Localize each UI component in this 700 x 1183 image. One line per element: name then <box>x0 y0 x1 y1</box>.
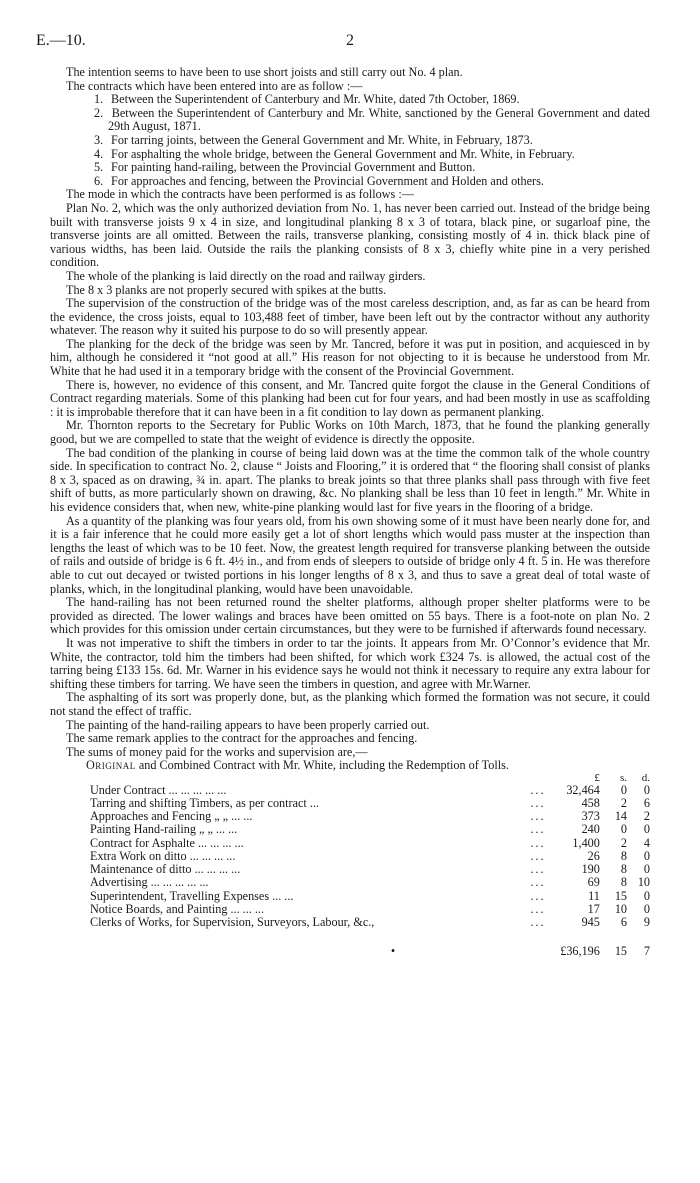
ledger-pounds: 945 <box>581 914 600 929</box>
document-body <box>50 66 650 958</box>
ledger-leader: ... <box>530 848 546 863</box>
list-number: 3. <box>94 132 104 147</box>
list-item <box>94 93 650 107</box>
ledger-row <box>90 863 650 876</box>
ledger-row <box>90 784 650 797</box>
paragraph: Plan No. 2, which was the only authorized deviation from No. 1, has never been carried out. Instead of the bridge being built with transverse joists 9 x 4 in size, and longitudinal planking 8 x 3 of totara, black pine, or sugarloaf pine, the transverse joints are all omitted. Between the rails, transverse planking, consisting mostly of 4 in. thick black pine of various widths, has been laid. Outside the rails the planking consists of 8 x 3, chiefly white pine in a very perished condition. <box>50 200 650 270</box>
ledger-shillings: 8 <box>620 848 627 863</box>
ledger-item: Contract for Asphalte ... ... ... ... <box>90 836 244 850</box>
ledger-row <box>90 903 650 916</box>
ledger-item: Tarring and shifting Timbers, as per contract ... <box>90 797 319 811</box>
page-number: 2 <box>346 32 354 49</box>
ledger-shillings: 10 <box>614 901 627 916</box>
paragraph: The supervision of the construction of the bridge was of the most careless description, and, as far as can be heard from the evidence, the cross joists, equal to 103,488 feet of timber, have been left out by the contractor without any authority whatever. The reason why it suited his purpose to do so will presently appear. <box>50 296 650 338</box>
paragraph: The bad condition of the planking in course of being laid down was at the time the common talk of the whole country side. In specification to contract No. 2, clause “ Joists and Flooring,” it is ordered that “ the flooring shall consist of planks 8 x 3, spaced as on drawing, ¾ in. apart. The planks to break joints so that three planks shall pass through with five feet shift of butts, as more particularly shown on drawing, &c. No planking shall be less than 10 feet in length.” Mr. White in his evidence considers that, when new, white-pine planking would last for five years in the flooring of a bridge. <box>50 445 650 514</box>
ledger-shillings: 8 <box>620 875 627 890</box>
ledger-pounds: 26 <box>587 848 600 863</box>
ledger-leader: ... <box>530 862 546 877</box>
unit-pence: d. <box>641 771 650 784</box>
ledger-shillings: 14 <box>614 809 627 824</box>
ledger-item: Superintendent, Travelling Expenses ... ... <box>90 889 294 903</box>
ledger-pence: 0 <box>643 862 650 877</box>
ledger-shillings: 8 <box>620 862 627 877</box>
list-number: 1. <box>94 92 104 107</box>
ledger-leader: ... <box>530 888 546 903</box>
paragraph: The 8 x 3 planks are not properly secured with spikes at the butts. <box>66 282 387 297</box>
page-header <box>36 32 664 52</box>
ledger-row <box>90 797 650 810</box>
paragraph: The asphalting of its sort was properly done, but, as the planking which formed the formation was not secure, it could not stand the effect of traffic. <box>50 690 650 718</box>
ledger-row <box>90 916 650 929</box>
ledger-pounds: 1,400 <box>572 835 600 850</box>
ledger-leader: ... <box>530 914 546 929</box>
ledger-item: Extra Work on ditto ... ... ... ... <box>90 849 236 863</box>
ledger-row <box>90 823 650 836</box>
ledger-leader: ... <box>530 782 546 797</box>
ledger-row <box>90 876 650 889</box>
ledger-row <box>90 850 650 863</box>
ledger-shillings: 2 <box>620 835 627 850</box>
paragraph: Mr. Thornton reports to the Secretary for Public Works on 10th March, 1873, that he found the planking generally good, but we are compelled to state that the weight of evidence is directly the opposite. <box>50 418 650 447</box>
ledger-item: Advertising ... ... ... ... ... <box>90 876 209 890</box>
list-number: 4. <box>94 146 104 161</box>
ledger-leader: ... <box>530 809 546 824</box>
ledger-pounds: 373 <box>581 809 600 824</box>
ledger-item: Approaches and Fencing „ „ ... ... <box>90 810 253 824</box>
ledger-pounds: 458 <box>581 796 600 811</box>
list-item <box>94 107 650 134</box>
ledger-leader: ... <box>530 901 546 916</box>
ledger-heading-smallcaps: Original <box>86 758 136 773</box>
list-item <box>94 175 650 189</box>
list-text: For tarring joints, between the General Government and Mr. White, in February, 1873. <box>111 132 533 147</box>
ledger-pence: 0 <box>643 782 650 797</box>
ledger-shillings: 2 <box>620 796 627 811</box>
list-text: For approaches and fencing, between the Provincial Government and Holden and others. <box>111 173 544 188</box>
ledger-pounds: 32,464 <box>566 782 600 797</box>
ledger-item: Maintenance of ditto ... ... ... ... <box>90 863 241 877</box>
unit-shillings: s. <box>619 771 627 784</box>
ledger-row <box>90 837 650 850</box>
ledger-leader: ... <box>530 796 546 811</box>
paragraph: The contracts which have been entered into are as follow :— <box>66 78 363 93</box>
ledger-pence: 0 <box>643 848 650 863</box>
ledger-pence: 0 <box>643 822 650 837</box>
list-number: 6. <box>94 173 104 188</box>
ledger-pence: 6 <box>643 796 650 811</box>
ledger-item: Notice Boards, and Painting ... ... ... <box>90 902 264 916</box>
ledger-shillings: 0 <box>620 822 627 837</box>
ledger-table <box>90 773 650 958</box>
ledger-shillings: 0 <box>620 782 627 797</box>
ledger-pounds: 240 <box>581 822 600 837</box>
list-text: For painting hand-railing, between the Provincial Government and Button. <box>111 160 476 175</box>
list-item <box>94 161 650 175</box>
list-number: 5. <box>94 160 104 175</box>
ledger-item: Clerks of Works, for Supervision, Surveyors, Labour, &c., <box>90 915 375 929</box>
unit-pounds: £ <box>594 771 600 784</box>
ledger-row <box>90 810 650 823</box>
ledger-heading-text: and Combined Contract with Mr. White, including the Redemption of Tolls. <box>135 758 509 773</box>
ledger-pounds: 11 <box>588 888 600 903</box>
ledger-item: Under Contract ... ... ... ... ... <box>90 783 227 797</box>
ledger-pounds: 17 <box>587 901 600 916</box>
ledger-pence: 10 <box>637 875 650 890</box>
ledger-leader: ... <box>530 822 546 837</box>
ledger-pence: 0 <box>643 901 650 916</box>
paragraph: The sums of money paid for the works and supervision are,— <box>66 744 368 759</box>
total-shillings: 15 <box>614 944 627 959</box>
ledger-pence: 0 <box>643 888 650 903</box>
ledger-leader: ... <box>530 875 546 890</box>
ledger-pounds: 69 <box>587 875 600 890</box>
ledger-pounds: 190 <box>581 862 600 877</box>
list-text: For asphalting the whole bridge, between the General Government and Mr. White, in February. <box>111 146 575 161</box>
paragraph: The planking for the deck of the bridge was seen by Mr. Tancred, before it was put in position, and acquiesced in by him, although he considered it “not good at all.” His reason for not objecting to it is because he understood from Mr. White that he had used it in a temporary bridge with the consent of the Provincial Government. <box>50 336 650 379</box>
paragraph: As a quantity of the planking was four years old, from his own showing some of it must have been nearly done for, and it is a fair inference that he could more easily get a lot of short lengths which would pass muster at the inspection than lengths the least of which was to be 10 feet. Now, the greatest length required for transverse planking between the outside of rails and outside of bridge is 6 ft. 4½ in., and from ends of sleepers to outside of bridge only 4 ft. 5 in. He was therefore able to cut out decayed or twisted portions in his longer lengths of 8 x 3, and thus to save a great deal of total waste of planks, which, in the longitudinal planking, would have been unavoidable. <box>50 513 650 596</box>
total-marker: • <box>390 944 396 959</box>
list-item <box>94 148 650 162</box>
ledger-pence: 2 <box>643 809 650 824</box>
ledger-shillings: 15 <box>614 888 627 903</box>
ledger-total-row <box>90 929 650 958</box>
list-text: Between the Superintendent of Canterbury and Mr. White, sanctioned by the General Government and dated 29th August, 1871. <box>108 105 651 134</box>
list-item <box>94 134 650 148</box>
paragraph: The whole of the planking is laid directly on the road and railway girders. <box>66 268 426 283</box>
paragraph: The painting of the hand-railing appears to have been properly carried out. <box>66 717 430 732</box>
ledger-shillings: 6 <box>620 914 627 929</box>
ledger-item: Painting Hand-railing „ „ ... ... <box>90 823 238 837</box>
ledger-pence: 4 <box>643 835 650 850</box>
ledger-heading <box>86 759 650 773</box>
contracts-list <box>50 93 650 188</box>
document-reference: E.—10. <box>36 32 86 49</box>
ledger-row <box>90 890 650 903</box>
paragraph: There is, however, no evidence of this consent, and Mr. Tancred quite forgot the clause in the General Conditions of Contract regarding materials. Some of this planking had been cut for four years, and had been mostly in use as scaffolding : it is improbable therefore that it can have been in a fit condition to lay down as permanent planking. <box>50 377 650 419</box>
total-pounds: £36,196 <box>560 944 600 959</box>
paragraph: The same remark applies to the contract for the approaches and fencing. <box>66 731 418 746</box>
ledger-pence: 9 <box>643 914 650 929</box>
list-text: Between the Superintendent of Canterbury and Mr. White, dated 7th October, 1869. <box>111 92 520 107</box>
paragraph: It was not imperative to shift the timbers in order to tar the joints. It appears from Mr. O’Connor’s evidence that Mr. White, the contractor, told him the timbers had been shifted, for which work £324 7s. is allowed, the actual cost of the tarring being £133 15s. 6d. Mr. Warner in his evidence says he would not think it necessary to require any extra labour for shifting these timbers for tarring. We have seen the timbers in question, and agree with Mr.Warner. <box>50 635 650 691</box>
ledger-leader: ... <box>530 835 546 850</box>
paragraph: The hand-railing has not been returned round the shelter platforms, although proper shelter platforms were to be provided as directed. The lower walings and braces have been omitted on 55 bays. There is a foot-note on plan No. 2 which provides for this omission under certain circumstances, but they were to be furnished if afterwards found necessary. <box>50 595 650 637</box>
paragraph: The intention seems to have been to use short joists and still carry out No. 4 plan. <box>66 65 463 79</box>
paragraph: The mode in which the contracts have been performed is as follows :— <box>66 187 414 202</box>
list-number: 2. <box>94 105 104 120</box>
total-pence: 7 <box>643 944 650 959</box>
